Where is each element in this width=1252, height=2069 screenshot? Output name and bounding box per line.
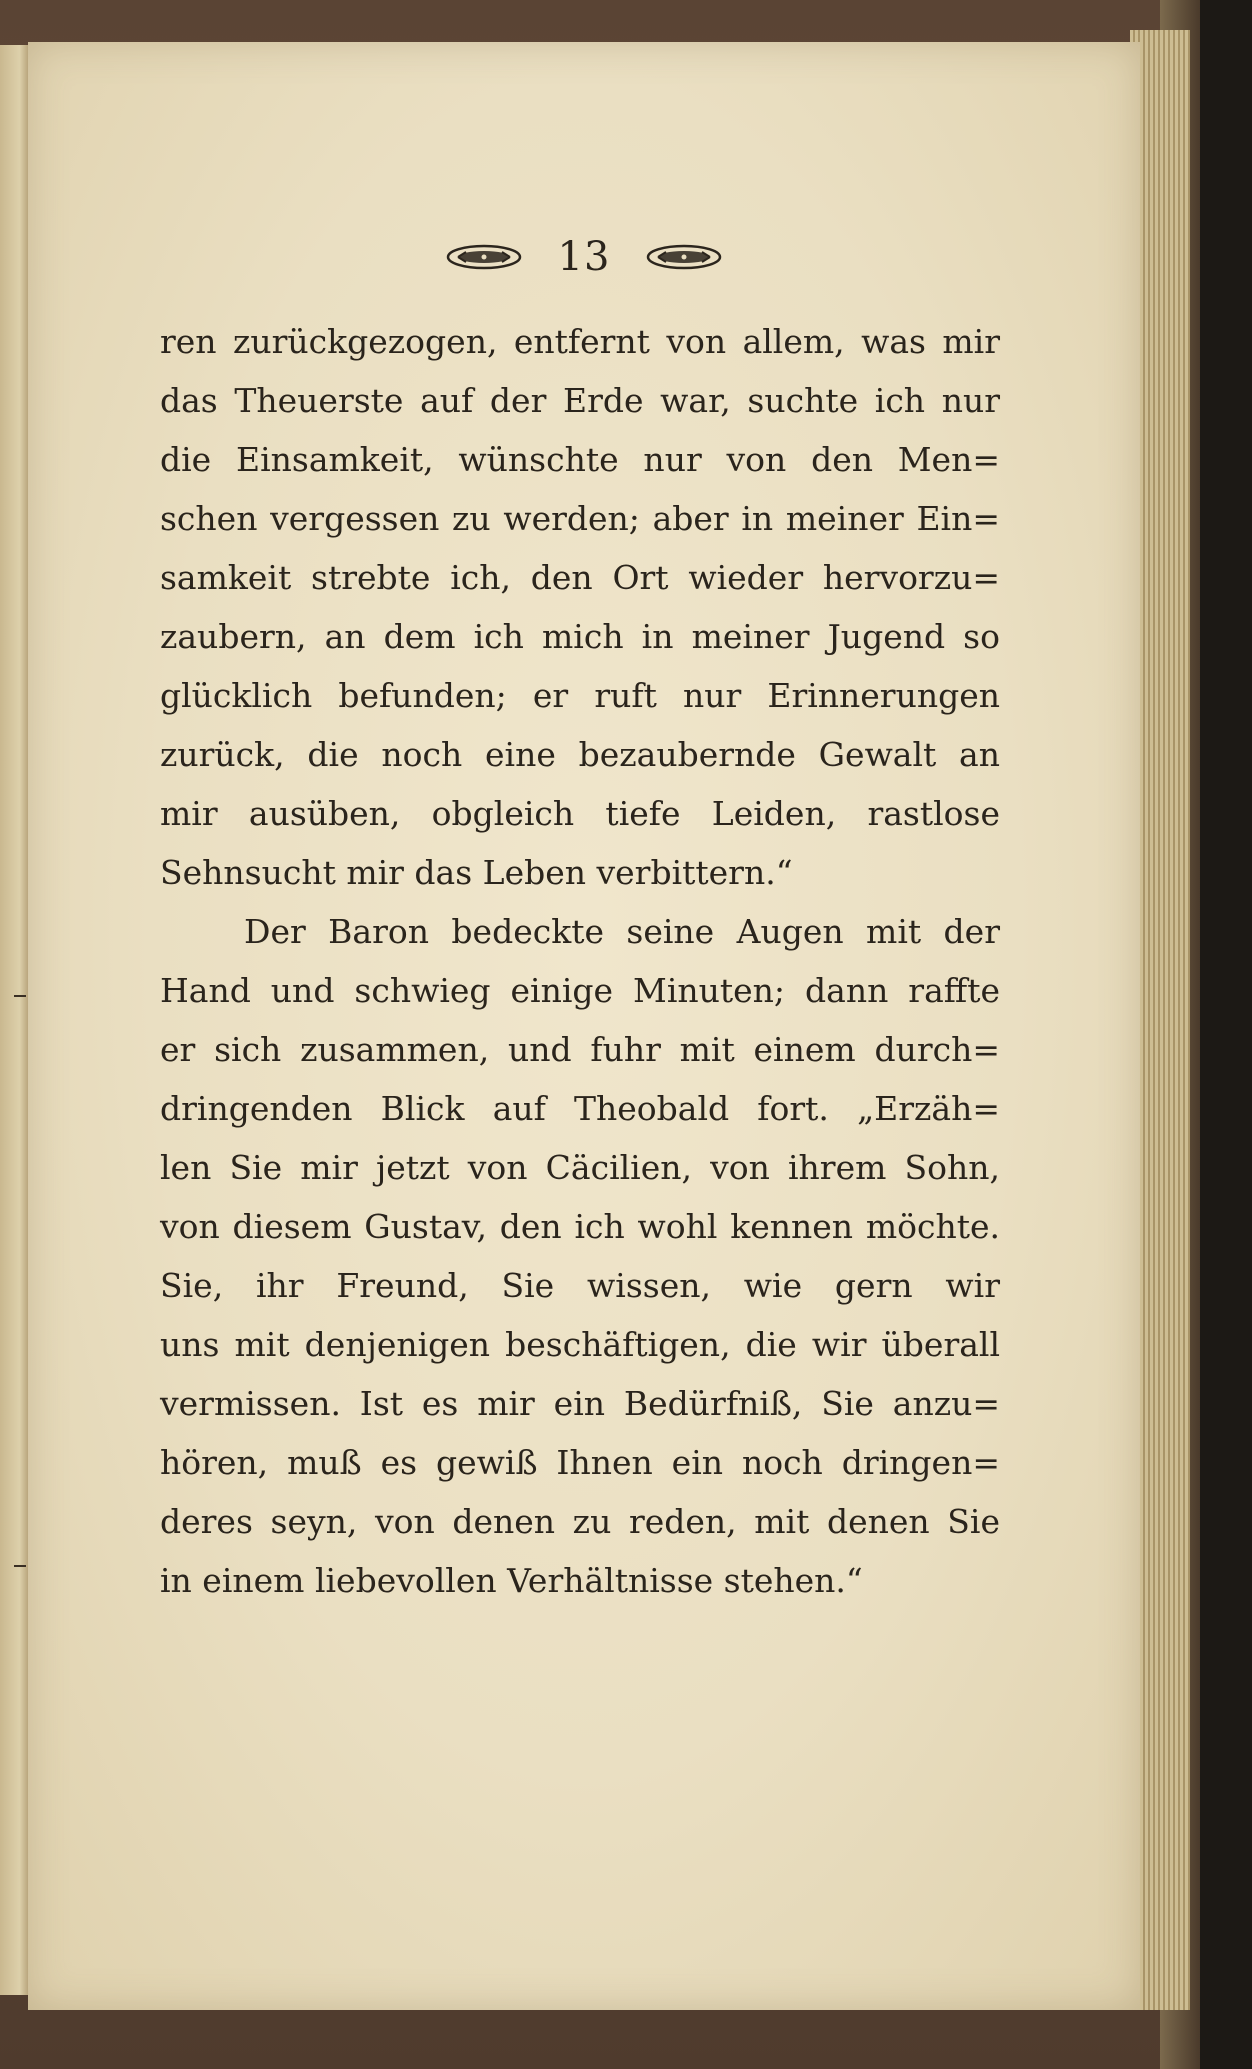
text-line: glücklich befunden; er ruft nur Erinnerungen bbox=[160, 676, 1000, 715]
text-line: Hand und schwieg einige Minuten; dann raffte bbox=[160, 971, 1000, 1010]
text-line: dringenden Blick auf Theobald fort. „Erzäh= bbox=[160, 1089, 1000, 1128]
text-line: len Sie mir jetzt von Cäcilien, von ihrem Sohn, bbox=[160, 1148, 1000, 1187]
text-line: mir ausüben, obgleich tiefe Leiden, rastlose bbox=[160, 794, 1000, 833]
text-line: die Einsamkeit, wünschte nur von den Men= bbox=[160, 440, 1000, 479]
facing-page-mark bbox=[14, 1565, 26, 1567]
page-header bbox=[28, 227, 1140, 287]
page-number: 13 bbox=[557, 234, 611, 280]
body-text bbox=[160, 312, 1000, 1610]
text-line: vermissen. Ist es mir ein Bedürfniß, Sie anzu= bbox=[160, 1384, 1000, 1423]
text-line: samkeit strebte ich, den Ort wieder hervorzu= bbox=[160, 558, 1000, 597]
text-line: von diesem Gustav, den ich wohl kennen möchte. bbox=[160, 1207, 1000, 1246]
text-line: Sie, ihr Freund, Sie wissen, wie gern wir bbox=[160, 1266, 1000, 1305]
text-line: zurück, die noch eine bezaubernde Gewalt an bbox=[160, 735, 1000, 774]
text-line: er sich zusammen, und fuhr mit einem durch= bbox=[160, 1030, 1000, 1069]
facing-page-mark bbox=[14, 995, 26, 997]
text-line: Sehnsucht mir das Leben verbittern.“ bbox=[160, 853, 793, 892]
text-line: schen vergessen zu werden; aber in meiner Ein= bbox=[160, 499, 1000, 538]
paragraph-first-line: Der Baron bedeckte seine Augen mit der bbox=[244, 912, 1000, 951]
text-line: in einem liebevollen Verhältnisse stehen.“ bbox=[160, 1561, 863, 1600]
text-line: deres seyn, von denen zu reden, mit denen Sie bbox=[160, 1502, 1000, 1541]
text-line: ren zurückgezogen, entfernt von allem, was mir bbox=[160, 322, 1000, 361]
text-line: das Theuerste auf der Erde war, suchte ich nur bbox=[160, 381, 1000, 420]
book-page bbox=[28, 42, 1140, 2010]
facing-page-edge bbox=[0, 45, 30, 1995]
text-line: uns mit denjenigen beschäftigen, die wir überall bbox=[160, 1325, 1000, 1364]
left-ornament-icon bbox=[446, 243, 522, 271]
text-line: zaubern, an dem ich mich in meiner Jugend so bbox=[160, 617, 1000, 656]
right-ornament-icon bbox=[646, 243, 722, 271]
text-line: hören, muß es gewiß Ihnen ein noch dringen= bbox=[160, 1443, 1000, 1482]
